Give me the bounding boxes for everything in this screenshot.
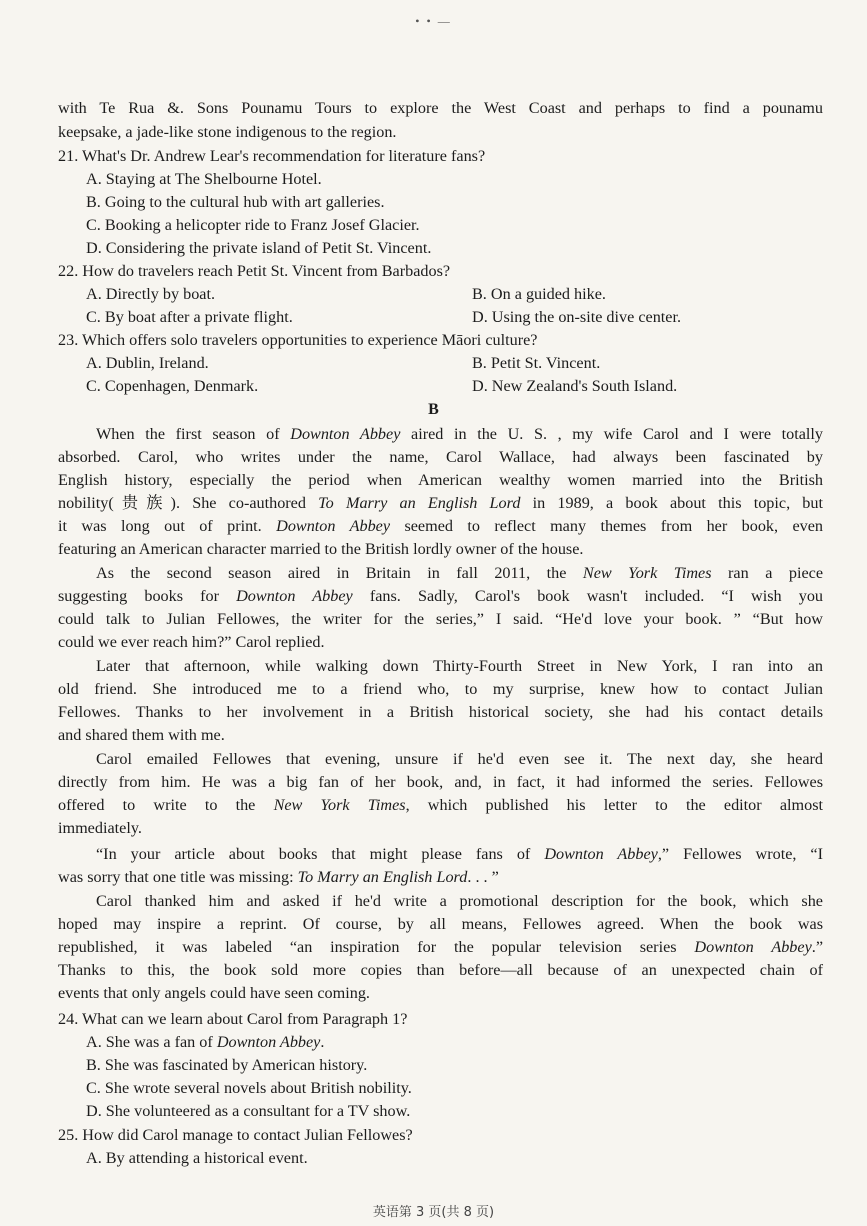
passage-line: old friend. She introduced me to a friend who, to my surprise, knew how to contact Julian xyxy=(58,680,823,698)
passage-line: Carol thanked him and asked if he'd write a promotional description for the book, which she xyxy=(96,892,823,910)
answer-option: B. Petit St. Vincent. xyxy=(472,354,601,372)
passage-line: absorbed. Carol, who writes under the name, Carol Wallace, had always been fascinated by xyxy=(58,448,823,466)
passage-line: was sorry that one title was missing: To Marry an English Lord. . . ” xyxy=(58,868,499,886)
answer-option: D. New Zealand's South Island. xyxy=(472,377,678,395)
passage-line: As the second season aired in Britain in fall 2011, the New York Times ran a piece xyxy=(96,564,824,582)
passage-line: nobility(贵族). She co-authored To Marry an English Lord in 1989, a book about this topic, but xyxy=(58,494,823,512)
question-stem: 23. Which offers solo travelers opportunities to experience Māori culture? xyxy=(58,331,538,349)
page-footer: 英语第 3 页(共 8 页) xyxy=(372,1205,495,1220)
passage-line: hoped may inspire a reprint. Of course, by all means, Fellowes agreed. When the book was xyxy=(58,915,823,933)
passage-line: Carol emailed Fellowes that evening, unsure if he'd even see it. The next day, she heard xyxy=(96,750,823,768)
passage-line: it was long out of print. Downton Abbey seemed to reflect many themes from her book, even xyxy=(58,517,824,535)
intro-line: keepsake, a jade-like stone indigenous to the region. xyxy=(58,123,397,141)
header-mark: • • — xyxy=(415,14,452,28)
answer-option: C. Booking a helicopter ride to Franz Josef Glacier. xyxy=(86,216,420,234)
answer-option: C. Copenhagen, Denmark. xyxy=(86,377,259,395)
passage-line: events that only angels could have seen coming. xyxy=(58,984,370,1002)
passage-line: suggesting books for Downton Abbey fans. Sadly, Carol's book wasn't included. “I wish you xyxy=(58,587,824,605)
question-stem: 25. How did Carol manage to contact Julian Fellowes? xyxy=(58,1126,413,1144)
answer-option: D. Considering the private island of Petit St. Vincent. xyxy=(86,239,432,257)
answer-option: A. By attending a historical event. xyxy=(86,1149,308,1167)
passage-line: could we ever reach him?” Carol replied. xyxy=(58,633,325,651)
passage-line: and shared them with me. xyxy=(58,726,225,744)
section-heading-b: B xyxy=(428,401,439,418)
passage-line: directly from him. He was a big fan of her book, and, in fact, it had informed the series. Fellowes xyxy=(58,773,823,791)
answer-option: C. She wrote several novels about British nobility. xyxy=(86,1079,412,1097)
passage-line: offered to write to the New York Times, which published his letter to the editor almost xyxy=(58,796,823,814)
intro-line: with Te Rua &. Sons Pounamu Tours to explore the West Coast and perhaps to find a pounamu xyxy=(58,99,823,117)
answer-option: A. Staying at The Shelbourne Hotel. xyxy=(86,170,322,188)
answer-option: D. She volunteered as a consultant for a TV show. xyxy=(86,1102,411,1120)
passage-line: When the first season of Downton Abbey aired in the U. S. , my wife Carol and I were totally xyxy=(96,425,823,443)
passage-line: featuring an American character married to the British lordly owner of the house. xyxy=(58,540,584,558)
passage-line: could talk to Julian Fellowes, the writer for the series,” I said. “He'd love your book. ” “But how xyxy=(58,610,823,628)
answer-option: B. On a guided hike. xyxy=(472,285,606,303)
passage-line: Fellowes. Thanks to her involvement in a British historical society, she had his contact details xyxy=(58,703,823,721)
answer-option: B. She was fascinated by American history. xyxy=(86,1056,368,1074)
answer-option: A. Directly by boat. xyxy=(86,285,216,303)
answer-option: A. She was a fan of Downton Abbey. xyxy=(86,1033,325,1051)
passage-line: republished, it was labeled “an inspiration for the popular television series Downton Abbey.” xyxy=(58,938,824,956)
passage-line: Later that afternoon, while walking down Thirty-Fourth Street in New York, I ran into an xyxy=(96,657,823,675)
passage-line: Thanks to this, the book sold more copies than before—all because of an unexpected chain of xyxy=(58,961,823,979)
passage-line: immediately. xyxy=(58,819,142,837)
answer-option: D. Using the on-site dive center. xyxy=(472,308,682,326)
answer-option: A. Dublin, Ireland. xyxy=(86,354,209,372)
question-stem: 24. What can we learn about Carol from Paragraph 1? xyxy=(58,1010,408,1028)
answer-option: C. By boat after a private flight. xyxy=(86,308,293,326)
passage-line: “In your article about books that might please fans of Downton Abbey,” Fellowes wrote, “I xyxy=(96,845,823,863)
answer-option: B. Going to the cultural hub with art galleries. xyxy=(86,193,385,211)
passage-line: English history, especially the period when American wealthy women married into the British xyxy=(58,471,823,489)
question-stem: 22. How do travelers reach Petit St. Vincent from Barbados? xyxy=(58,262,451,280)
question-stem: 21. What's Dr. Andrew Lear's recommendation for literature fans? xyxy=(58,147,486,165)
